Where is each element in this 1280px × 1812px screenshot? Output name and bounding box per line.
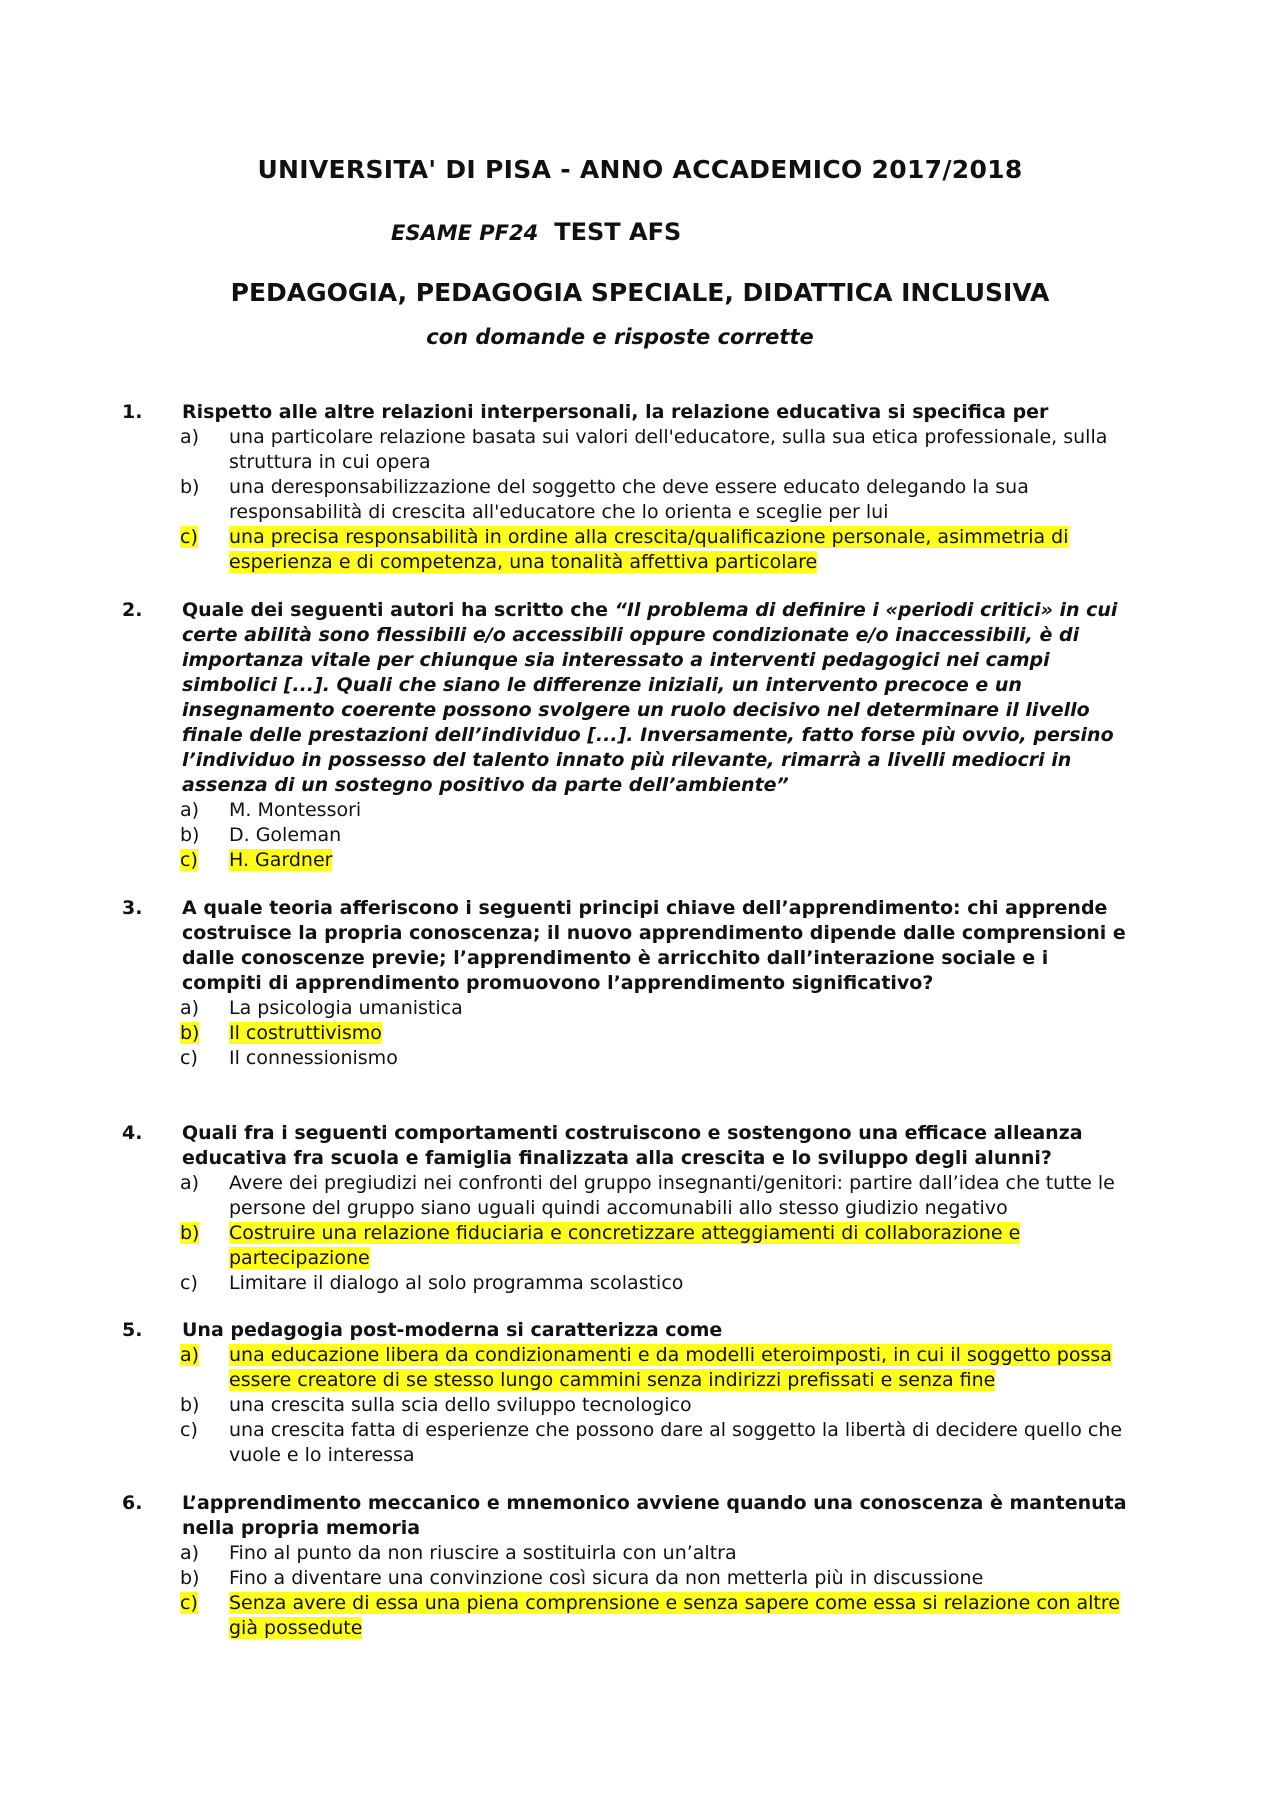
- option-letter: c): [180, 1047, 198, 1069]
- question-6: [122, 1491, 1132, 1641]
- option-letter: c): [180, 1419, 198, 1441]
- option-c: [180, 1271, 1132, 1296]
- option-text: M. Montessori: [229, 799, 362, 821]
- option-text: una particolare relazione basata sui valori dell'educatore, sulla sua etica professionale, sulla struttura in cui opera: [229, 426, 1108, 473]
- option-letter: b): [180, 476, 200, 498]
- option-letter: a): [180, 1172, 200, 1194]
- question-number: 2.: [122, 599, 143, 621]
- option-c-correct: [180, 1591, 1132, 1641]
- option-text: Avere dei pregiudizi nei confronti del gruppo insegnanti/genitori: partire dall’idea che tutte le persone del gruppo siano uguali quindi accomunabili allo stesso giudizio negativo: [229, 1172, 1115, 1219]
- option-text: Fino al punto da non riuscire a sostituirla con un’altra: [229, 1542, 737, 1564]
- question-number: 3.: [122, 897, 143, 919]
- question-2: [122, 598, 1132, 873]
- option-letter: a): [180, 426, 200, 448]
- question-1: [122, 400, 1132, 575]
- test-label: TEST AFS: [554, 218, 682, 246]
- option-letter: a): [180, 1542, 200, 1564]
- option-letter: c): [180, 1272, 198, 1294]
- option-a: [180, 996, 1132, 1021]
- option-text: una crescita sulla scia dello sviluppo tecnologico: [229, 1394, 692, 1416]
- option-letter: [180, 1221, 216, 1246]
- question-text: [182, 598, 1132, 798]
- answer-highlight: una precisa responsabilità in ordine alla crescita/qualificazione personale, asimmetria di esperienza e di competenza, una tonalità affettiva particolare: [229, 526, 1069, 573]
- option-text: Il connessionismo: [229, 1047, 398, 1069]
- option-letter: a): [180, 997, 200, 1019]
- option-b-correct: [180, 1021, 1132, 1046]
- option-c: [180, 1046, 1132, 1071]
- option-c-correct: [180, 525, 1132, 575]
- option-text: [229, 1591, 1132, 1641]
- option-letter: [180, 525, 216, 550]
- option-text: [229, 1221, 1132, 1271]
- answer-highlight: b): [180, 1022, 200, 1044]
- option-b-correct: [180, 1221, 1132, 1271]
- answer-highlight: Costruire una relazione fiduciaria e concretizzare atteggiamenti di collaborazione e partecipazione: [229, 1222, 1021, 1269]
- answer-highlight: H. Gardner: [229, 849, 333, 871]
- option-a: [180, 1171, 1132, 1221]
- option-text: La psicologia umanistica: [229, 997, 463, 1019]
- answer-highlight: Il costruttivismo: [229, 1022, 382, 1044]
- option-b: [180, 1566, 1132, 1591]
- option-a-correct: [180, 1343, 1132, 1393]
- question-number: 1.: [122, 401, 143, 423]
- option-letter: [180, 848, 216, 873]
- answer-highlight: b): [180, 1222, 200, 1244]
- question-number: 6.: [122, 1492, 143, 1514]
- option-letter: b): [180, 1567, 200, 1589]
- question-text: Quali fra i seguenti comportamenti costruiscono e sostengono una efficace alleanza educativa fra scuola e famiglia finalizzata alla crescita e lo sviluppo degli alunni?: [182, 1122, 1083, 1169]
- option-letter: [180, 1591, 216, 1616]
- option-text: [229, 525, 1132, 575]
- subject-title: PEDAGOGIA, PEDAGOGIA SPECIALE, DIDATTICA INCLUSIVA: [230, 278, 1050, 307]
- answer-highlight: c): [180, 526, 198, 548]
- option-text: Limitare il dialogo al solo programma scolastico: [229, 1272, 684, 1294]
- answer-highlight: una educazione libera da condizionamenti e da modelli eteroimposti, in cui il soggetto possa essere creatore di se stesso lungo cammini senza indirizzi prefissati e senza fine: [229, 1344, 1112, 1391]
- option-c-correct: [180, 848, 1132, 873]
- option-text: [229, 848, 1132, 873]
- answer-highlight: Senza avere di essa una piena comprensione e senza sapere come essa si relazione con altre già possedute: [229, 1592, 1120, 1639]
- question-text: Rispetto alle altre relazioni interpersonali, la relazione educativa si specifica per: [182, 401, 1049, 423]
- question-number: 5.: [122, 1319, 143, 1341]
- option-a: [180, 798, 1132, 823]
- subtitle: con domande e risposte corrette: [426, 325, 814, 349]
- option-a: [180, 425, 1132, 475]
- university-title: UNIVERSITA' DI PISA - ANNO ACCADEMICO 2017/2018: [257, 155, 1023, 184]
- option-b: [180, 475, 1132, 525]
- question-quote: “Il problema di definire i «periodi critici» in cui certe abilità sono flessibili e/o accessibili oppure condizionate e/o inaccessibili, è di importanza vitale per chiunque sia interessato a interventi pedagogici nei campi simbolici [...]. Quali che siano le differenze iniziali, un intervento precoce e un insegnamento coerente possono svolgere un ruolo decisivo nel determinare il livello finale delle prestazioni dell’individuo [...]. Inversamente, fatto forse più ovvio, persino l’individuo in possesso del talento innato più rilevante, rimarrà a livelli mediocri in assenza di un sostegno positivo da parte dell’ambiente”: [182, 599, 1118, 796]
- option-text: D. Goleman: [229, 824, 342, 846]
- option-text: una deresponsabilizzazione del soggetto che deve essere educato delegando la sua responsabilità di crescita all'educatore che lo orienta e sceglie per lui: [229, 476, 1029, 523]
- answer-highlight: c): [180, 849, 198, 871]
- option-letter: a): [180, 799, 200, 821]
- exam-heading: [391, 218, 681, 246]
- answer-highlight: a): [180, 1344, 200, 1366]
- question-text: A quale teoria afferiscono i seguenti principi chiave dell’apprendimento: chi apprende costruisce la propria conoscenza; il nuovo apprendimento dipende dalle comprensioni e dalle conoscenze previe; l’apprendimento è arricchito dall’interazione sociale e i compiti di apprendimento promuovono l’apprendimento significativo?: [182, 897, 1126, 994]
- option-text: [229, 1021, 1132, 1046]
- option-b: [180, 823, 1132, 848]
- option-b: [180, 1393, 1132, 1418]
- option-letter: b): [180, 824, 200, 846]
- question-text: L’apprendimento meccanico e mnemonico avviene quando una conoscenza è mantenuta nella propria memoria: [182, 1492, 1127, 1539]
- exam-label: ESAME PF24: [391, 221, 539, 245]
- question-text: Una pedagogia post-moderna si caratterizza come: [182, 1319, 723, 1341]
- question-prefix: Quale dei seguenti autori ha scritto che: [182, 599, 608, 621]
- option-text: una crescita fatta di esperienze che possono dare al soggetto la libertà di decidere quello che vuole e lo interessa: [229, 1419, 1123, 1466]
- question-3: [122, 896, 1132, 1071]
- option-c: [180, 1418, 1132, 1468]
- option-letter: [180, 1343, 216, 1368]
- question-number: 4.: [122, 1122, 143, 1144]
- question-4: [122, 1121, 1132, 1296]
- option-a: [180, 1541, 1132, 1566]
- answer-highlight: c): [180, 1592, 198, 1614]
- option-letter: [180, 1021, 216, 1046]
- question-5: [122, 1318, 1132, 1468]
- option-text: Fino a diventare una convinzione così sicura da non metterla più in discussione: [229, 1567, 984, 1589]
- option-letter: b): [180, 1394, 200, 1416]
- option-text: [229, 1343, 1132, 1393]
